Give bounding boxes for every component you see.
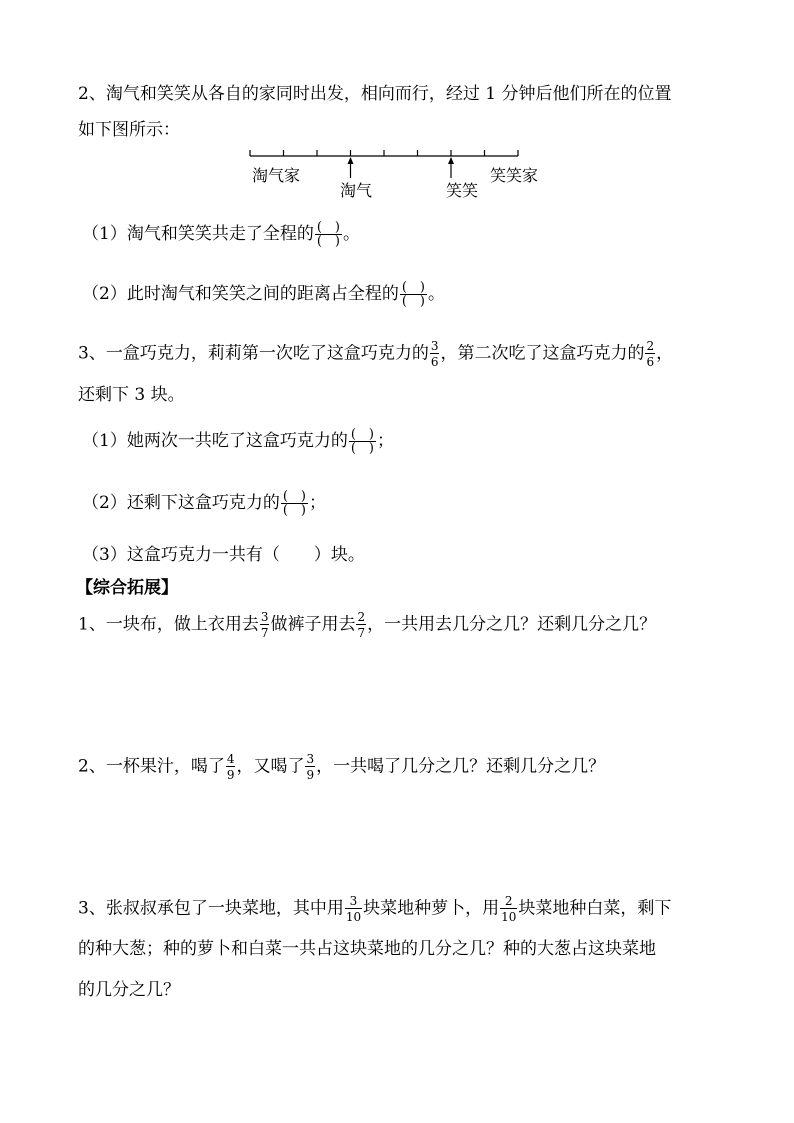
fraction [226,753,236,781]
q2-sub2-end: 。 [427,284,445,304]
label-taoqi: 淘气 [340,181,373,200]
fraction-denominator: 10 [501,910,517,924]
ext2-text-b: ，又喝了 [236,756,305,777]
blank-top: ( ) [316,220,340,235]
q3-sub2-text: （2）还剩下这盒巧克力的 [82,493,280,513]
blank-bottom: ( ) [350,441,374,456]
q3-line2: 还剩下 3 块。 [78,385,185,405]
fraction-numerator: 4 [226,752,235,766]
ext1-line [78,611,656,639]
ext1-text-a: 1、一块布，做上衣用去 [78,614,259,635]
number-line-ticks [250,150,518,156]
q2-sub1 [82,221,360,248]
ext3-text-b: 块菜地种萝卜，用 [363,898,500,919]
q2-line2: 如下图所示： [78,120,180,140]
ext3-line3: 的几分之几？ [78,980,180,1000]
arrow-taoqi [348,157,354,178]
fraction-numerator: 3 [306,752,315,766]
answer-blank[interactable] [349,428,376,455]
answer-blank[interactable] [315,221,342,248]
ext2-line [78,753,605,781]
ext2-text-c: ，一共喝了几分之几？还剩几分之几？ [316,756,606,777]
position-arrows [348,157,455,178]
q3-text-c: ， [656,343,674,364]
ext3-text-c: 块菜地种白菜，剩下 [518,898,672,919]
q3-sub1-end: ； [376,431,394,451]
q3-sub2-end: ； [308,493,326,513]
q3-sub2 [82,490,326,517]
ext1-text-b: 做裤子用去 [270,614,356,635]
fraction-numerator: 2 [500,895,517,909]
q2-sub2-text: （2）此时淘气和笑笑之间的距离占全程的 [82,284,399,304]
q2-sub2 [82,281,445,308]
fraction [260,611,270,639]
fraction-numerator: 3 [430,339,439,353]
fraction [305,753,315,781]
q2-line1: 2、淘气和笑笑从各自的家同时出发，相向而行，经过 1 分钟后他们所在的位置 [78,84,672,104]
fraction [345,895,362,923]
q3-sub1 [82,428,394,455]
fraction-numerator: 3 [260,610,269,624]
fraction-denominator: 6 [430,355,439,369]
fraction-denominator: 9 [306,768,315,782]
ext3-line2: 的种大葱；种的萝卜和白菜一共占这块菜地的几分之几？种的大葱占这块菜地 [78,939,656,959]
q3-sub1-text: （1）她两次一共吃了这盒巧克力的 [82,431,348,451]
answer-blank[interactable] [400,281,427,308]
arrow-xiaoxiao [448,157,454,178]
fraction [356,611,366,639]
q2-sub1-text: （1）淘气和笑笑共走了全程的 [82,224,314,244]
label-xiaoxiao-home: 笑笑家 [490,166,539,185]
q3-line1 [78,340,673,368]
fraction [645,340,655,368]
blank-top: ( ) [282,489,306,504]
fraction-denominator: 6 [646,355,655,369]
ext3-line1 [78,895,671,923]
blank-bottom: ( ) [282,503,306,518]
answer-blank[interactable] [281,490,308,517]
ext1-text-c: ，一共用去几分之几？还剩几分之几？ [367,614,657,635]
q3-text-b: ，第二次吃了这盒巧克力的 [440,343,645,364]
q3-text-a: 3、一盒巧克力，莉莉第一次吃了这盒巧克力的 [78,343,429,364]
fraction-numerator: 2 [646,339,655,353]
fraction-denominator: 10 [345,910,362,924]
blank-top: ( ) [401,280,425,295]
blank-top: ( ) [350,427,374,442]
section-title: 【综合拓展】 [76,578,178,598]
q2-sub1-end: 。 [342,224,360,244]
fraction-denominator: 7 [357,626,366,640]
q3-sub3: （3）这盒巧克力一共有（ ）块。 [82,545,365,565]
fraction-numerator: 3 [345,895,362,909]
fraction [430,340,440,368]
ext2-text-a: 2、一杯果汁，喝了 [78,756,225,777]
fraction-numerator: 2 [357,610,366,624]
blank-bottom: ( ) [316,234,340,249]
fraction [500,895,517,923]
fraction-denominator: 7 [260,626,269,640]
label-taoqi-home: 淘气家 [252,166,301,185]
blank-bottom: ( ) [401,294,425,309]
label-xiaoxiao: 笑笑 [446,181,479,200]
ext3-text-a: 3、张叔叔承包了一块菜地，其中用 [78,898,344,919]
fraction-denominator: 9 [226,768,235,782]
